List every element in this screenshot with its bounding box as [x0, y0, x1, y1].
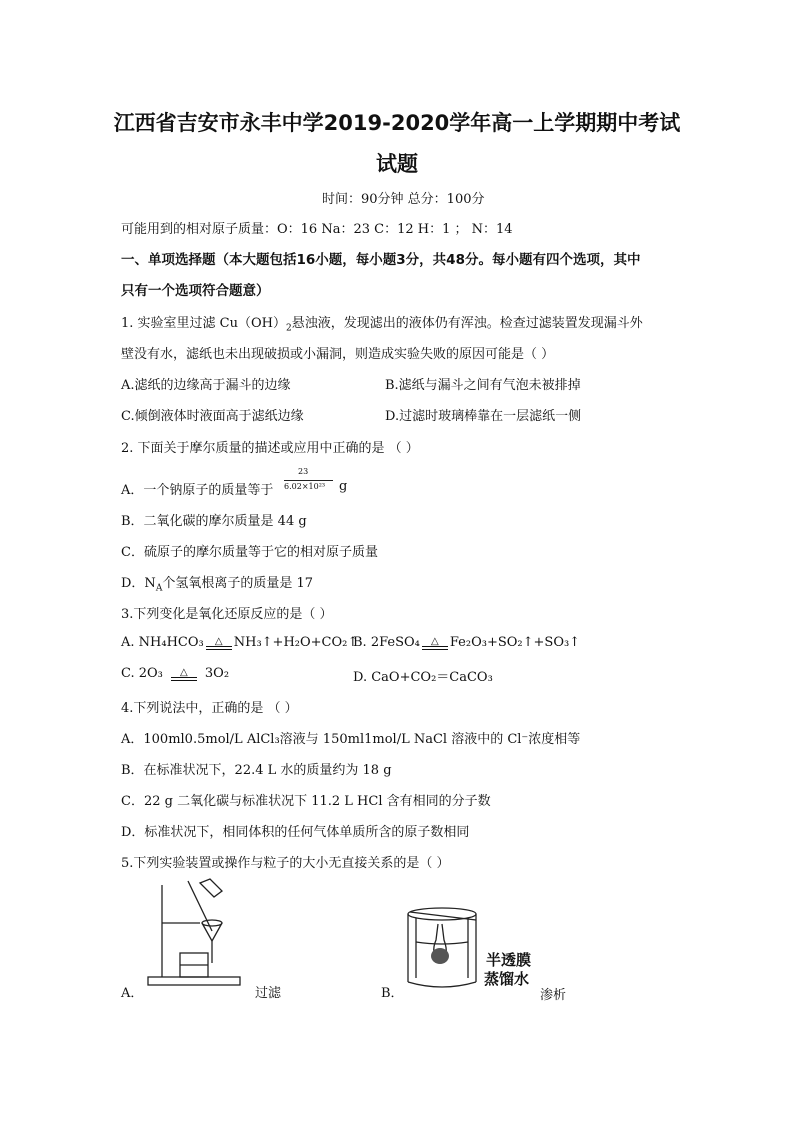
q2-stem: 2. 下面关于摩尔质量的描述或应用中正确的是 （ ）	[121, 441, 419, 456]
q1-option-d: D.过滤时玻璃棒靠在一层滤纸一侧	[385, 409, 582, 424]
title-line-1: 江西省吉安市永丰中学2019-2020学年高一上学期期中考试	[113, 111, 681, 135]
q3-option-a	[121, 635, 358, 650]
q3-stem: 3.下列变化是氧化还原反应的是（ ）	[121, 607, 333, 622]
q2-option-d-text: D．N	[121, 576, 156, 591]
q2-fraction-numerator: 23	[298, 467, 309, 476]
q3-b-product: Fe₂O₃+SO₂↑+SO₃↑	[449, 635, 581, 650]
q4-option-d: D．标准状况下，相同体积的任何气体单质所含的原子数相同	[121, 825, 470, 840]
q3-a-reactant: A. NH₄HCO₃	[121, 635, 204, 650]
q1-stem	[121, 312, 643, 334]
filtration-apparatus-figure	[140, 877, 250, 997]
heat-symbol: △	[206, 638, 232, 650]
q1-stem-part2: 悬浊液，发现滤出的液体仍有浑浊。检查过滤装置发现漏斗外	[291, 316, 643, 331]
q5-option-b-caption: 渗析	[540, 988, 567, 1003]
q1-option-a: A.滤纸的边缘高于漏斗的边缘	[121, 378, 291, 393]
q5-option-a-caption: 过滤	[255, 986, 282, 1001]
heat-symbol: △	[171, 669, 197, 681]
q3-option-b	[353, 635, 580, 650]
section1-heading: 一、单项选择题（本大题包括16小题，每小题3分，共48分。每小题有四个选项，其中	[121, 252, 641, 268]
q5-option-a-label: A．	[121, 986, 144, 1001]
dialysis-apparatus-figure	[400, 900, 490, 992]
q3-c-product: 3O₂	[204, 666, 230, 681]
q1-stem-part: 1. 实验室里过滤 Cu（OH）	[121, 316, 286, 331]
q2-fraction-denominator: 6.02×10²³	[284, 482, 326, 491]
q3-b-reactant: B. 2FeSO₄	[353, 635, 420, 650]
atomic-mass-info: 可能用到的相对原子质量：O：16 Na：23 C：12 H：1 ； N：14	[121, 222, 513, 237]
q2-option-a	[121, 479, 273, 498]
q1-stem-line2: 壁没有水，滤纸也未出现破损或小漏洞，则造成实验失败的原因可能是（ ）	[121, 347, 555, 362]
q1-option-c: C.倾倒液体时液面高于滤纸边缘	[121, 409, 304, 424]
q2-option-b: B．二氧化碳的摩尔质量是 44 g	[121, 514, 307, 529]
section1-heading-cont: 只有一个选项符合题意）	[121, 283, 270, 299]
membrane-label: 半透膜	[486, 951, 532, 969]
q2-fraction-bar	[284, 480, 333, 481]
q5-stem: 5.下列实验装置或操作与粒子的大小无直接关系的是（ ）	[121, 856, 450, 871]
heat-symbol: △	[422, 638, 448, 650]
title-line-2: 试题	[376, 152, 418, 176]
q1-stem-sub: 2	[285, 323, 292, 334]
q2-option-a-unit: g	[339, 479, 348, 494]
q4-stem: 4.下列说法中，正确的是 （ ）	[121, 701, 298, 716]
q2-option-a-text: A．一个钠原子的质量等于	[121, 483, 274, 498]
q3-option-c	[121, 666, 229, 681]
q3-option-d: D. CaO+CO₂＝CaCO₃	[353, 670, 493, 685]
q2-option-c: C．硫原子的摩尔质量等于它的相对原子质量	[121, 545, 378, 560]
q3-c-reactant: C. 2O₃	[121, 666, 163, 681]
q5-option-b-label: B．	[381, 986, 404, 1001]
distilled-water-label: 蒸馏水	[484, 970, 530, 988]
q4-option-a: A．100ml0.5mol/L AlCl₃溶液与 150ml1mol/L NaCl 溶液中的 Cl⁻浓度相等	[121, 732, 581, 747]
q4-option-c: C．22 g 二氧化碳与标准状况下 11.2 L HCl 含有相同的分子数	[121, 794, 491, 809]
q2-option-d	[121, 572, 313, 594]
q2-option-d-text2: 个氢氧根离子的质量是 17	[162, 576, 313, 591]
q3-a-product: NH₃↑+H₂O+CO₂↑	[233, 635, 359, 650]
q1-option-b: B.滤纸与漏斗之间有气泡未被排掉	[385, 378, 581, 393]
q2-option-d-sub: A	[155, 583, 163, 594]
time-info: 时间：90分钟 总分：100分	[322, 192, 485, 207]
q4-option-b: B．在标准状况下，22.4 L 水的质量约为 18 g	[121, 763, 392, 778]
